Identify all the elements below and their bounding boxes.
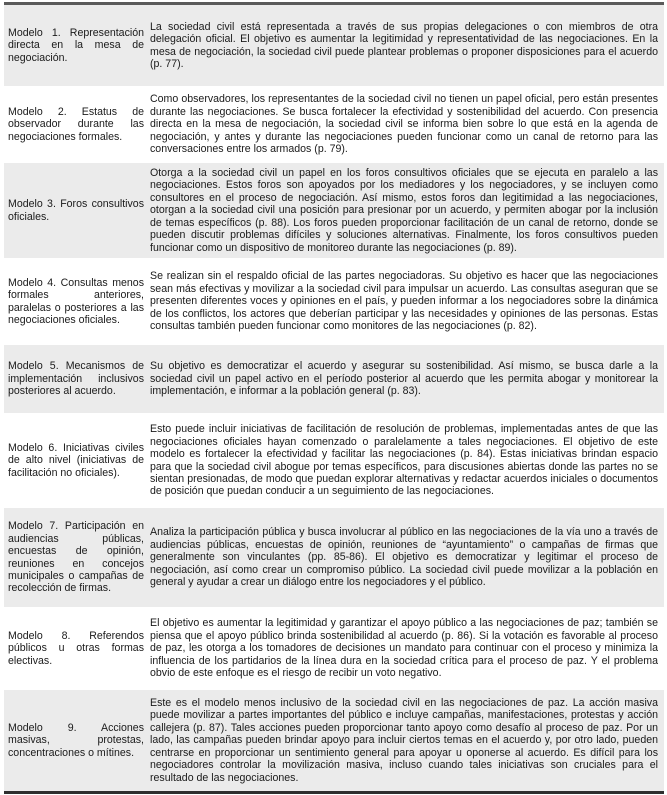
table-row-model-4	[4, 258, 664, 345]
table-row-model-8	[4, 607, 664, 690]
model-description-cell: Su objetivo es democratizar el acuerdo y asegurar su sostenibilidad. Así mismo, se busca darle a la sociedad civil un papel activo en el período posterior al acuerdo que les permita abogar y monitorear la implementación, e informar a la población general (p. 83).	[150, 360, 658, 398]
model-description-cell: Otorga a la sociedad civil un papel en los foros consultivos oficiales que se ejecuta en paralelo a las negociaciones. Estos foros son apoyados por los mediadores y los negociadores, y se incluyen como consultores en el proceso de negociación. Así mismo, estos foros dan legitimidad a las negociaciones, otorgan a la sociedad civil una posición para presionar por un acuerdo, y permiten abogar por la inclusión de temas específicos (p. 88). Los foros pueden proporcionar facilitación de un canal de retorno, donde se pueden discutir problemas difíciles y soluciones alternativas. Finalmente, los foros consultivos pueden funcionar como un dispositivo de monitoreo durante las negociaciones (p. 89).	[150, 167, 658, 254]
model-description-cell: Esto puede incluir iniciativas de facilitación de resolución de problemas, implementadas antes de que las negociaciones oficiales hayan comenzado o paralelamente a tales negociaciones. El objetivo de este modelo es fortalecer la efectividad y facilitar las negociaciones (p. 84). Estas iniciativas brindan espacio para que la sociedad civil abogue por temas específicos, para discusiones abiertas donde las partes no se sientan presionadas, de modo que puedan explorar alternativas y redactar acuerdos iniciales o documentos de posición que puedan conducir a un seguimiento de las negociaciones.	[150, 423, 658, 498]
model-name-cell: Modelo 8. Referendos públicos u otras formas electivas.	[8, 629, 144, 667]
model-description-cell: Como observadores, los representantes de la sociedad civil no tienen un papel oficial, pero están presentes durante las negociaciones. Se busca fortalecer la efectividad y sostenibilidad del acuerdo. Con presencia directa en la mesa de negociación, la sociedad civil se informa bien sobre lo que está en la agenda de negociación, y antes y durante las negociaciones pueden funcionar como un canal de retorno para las conversaciones entre los armados (p. 79).	[150, 93, 658, 156]
model-description-cell: Este es el modelo menos inclusivo de la sociedad civil en las negociaciones de paz. La acción masiva puede movilizar a partes importantes del público e incluye campañas, manifestaciones, protestas y acción callejera (p. 87). Tales acciones pueden proporcionar tanto apoyo como desafío al proceso de paz. Por un lado, las campañas pueden brindar apoyo para incluir ciertos temas en el acuerdo y, por otro lado, pueden centrarse en proporcionar un sentimiento general para apoyar u oponerse al acuerdo. Es difícil para los negociadores controlar la movilización masiva, incluso cuando tales iniciativas son cruciales para el resultado de las negociaciones.	[150, 697, 658, 784]
table-row-model-6	[4, 413, 664, 508]
table-row-model-9	[4, 690, 664, 791]
model-name-cell: Modelo 3. Foros consultivos oficiales.	[8, 198, 144, 223]
model-description-cell: Se realizan sin el respaldo oficial de las partes negociadoras. Su objetivo es hacer que las negociaciones sean más efectivas y movilizar a la sociedad civil para impulsar un acuerdo. Las consultas aseguran que se presenten diferentes voces y opiniones en el país, y pueden informar a los negociadores sobre la dinámica de los conflictos, los actores que deberían participar y las necesidades y opiniones de las personas. Estas consultas también pueden funcionar como monitores de las negociaciones (p. 82).	[150, 270, 658, 333]
model-name-cell: Modelo 6. Iniciativas civiles de alto nivel (iniciativas de facilitación no oficiales).	[8, 441, 144, 479]
model-name-cell: Modelo 5. Mecanismos de implementación inclusivos posteriores al acuerdo.	[8, 360, 144, 398]
model-description-cell: El objetivo es aumentar la legitimidad y garantizar el apoyo público a las negociaciones de paz; también se piensa que el apoyo público brinda sostenibilidad al acuerdo (p. 86). Si la votación es favorable al proceso de paz, les otorga a los tomadores de decisiones un mandato para continuar con el proceso y minimiza la influencia de los partidarios de la línea dura en la sociedad crítica para el proceso de paz. Y el problema obvio de este enfoque es el riesgo de recibir un voto negativo.	[150, 617, 658, 680]
model-name-cell: Modelo 9. Acciones masivas, protestas, concentraciones o mítines.	[8, 721, 144, 759]
model-description-cell: Analiza la participación pública y busca involucrar al público en las negociaciones de la vía uno a través de audiencias públicas, encuestas de opinión, reuniones de “ayuntamiento” o campañas de firmas que generalmente son vinculantes (pp. 85-86). El objetivo es democratizar y legitimar el proceso de negociación, así como crear un compromiso público. La sociedad civil puede movilizar a la población en general y ayudar a crear un diálogo entre los negociadores y el público.	[150, 526, 658, 589]
models-table	[4, 2, 664, 794]
table-row-model-7	[4, 508, 664, 607]
model-name-cell: Modelo 2. Estatus de observador durante las negociaciones formales.	[8, 105, 144, 143]
table-row-model-1	[4, 5, 664, 86]
model-name-cell: Modelo 4. Consultas menos formales anteriores, paralelas o posteriores a las negociaciones oficiales.	[8, 276, 144, 326]
table-row-model-2	[4, 86, 664, 163]
model-name-cell: Modelo 1. Representación directa en la mesa de negociación.	[8, 26, 144, 64]
model-name-cell: Modelo 7. Participación en audiencias públicas, encuestas de opinión, reuniones en concejos municipales o campañas de recolección de firmas.	[8, 520, 144, 595]
table-row-model-5	[4, 345, 664, 413]
model-description-cell: La sociedad civil está representada a través de sus propias delegaciones o con miembros de otra delegación oficial. El objetivo es aumentar la legitimidad y representatividad de las negociaciones. En la mesa de negociación, la sociedad civil puede plantear problemas o proponer disposiciones para el acuerdo (p. 77).	[150, 20, 658, 70]
table-row-model-3	[4, 163, 664, 258]
